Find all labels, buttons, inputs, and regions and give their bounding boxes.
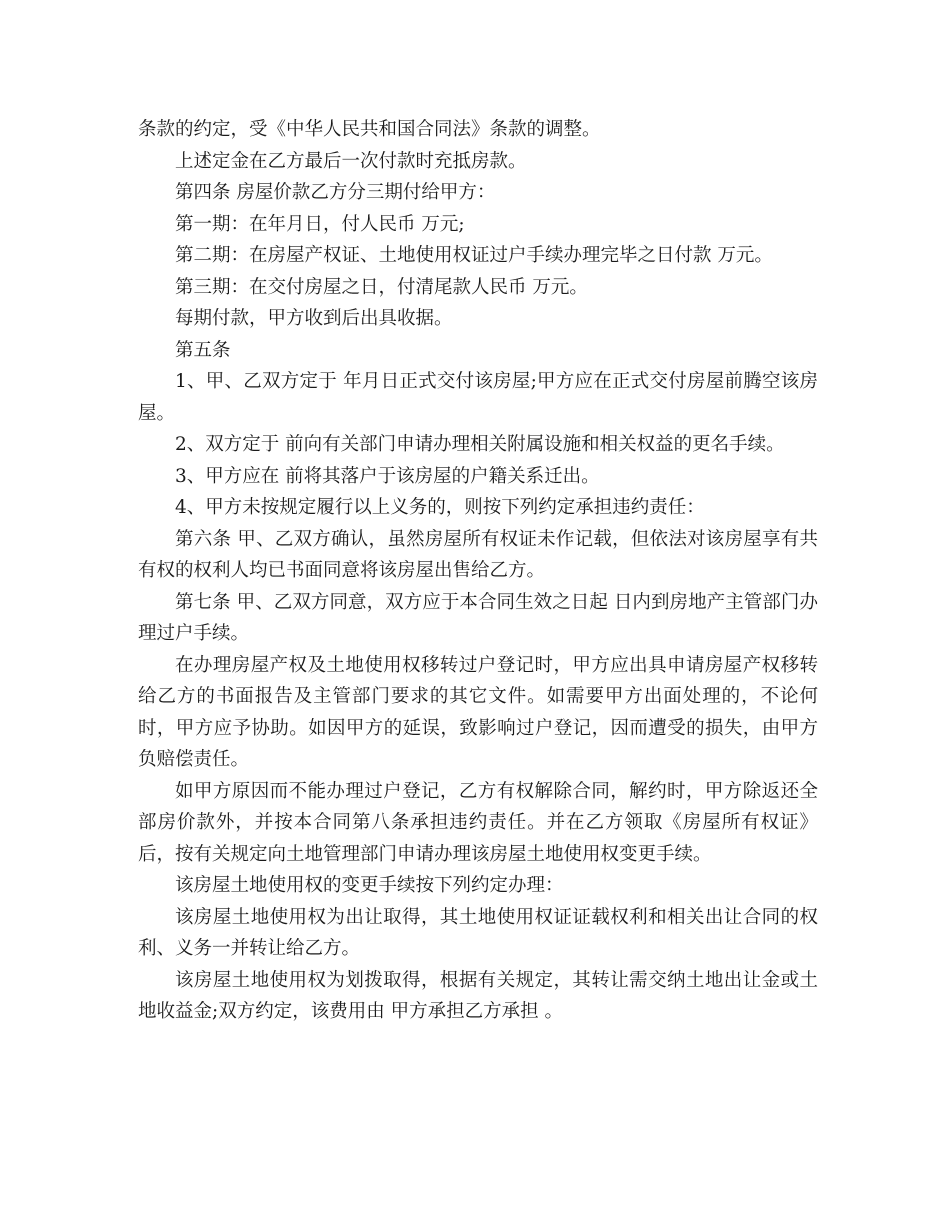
payment-phase-3: 第三期：在交付房屋之日，付清尾款人民币 万元。 xyxy=(175,276,588,298)
article-5-item-3: 3、甲方应在 前将其落户于该房屋的户籍关系迁出。 xyxy=(175,465,600,487)
article-5-item-1: 1、甲、乙双方定于 年月日正式交付该房屋;甲方应在正式交付房屋前腾空该房屋。 xyxy=(138,371,818,424)
land-use-change-intro: 该房屋土地使用权的变更手续按下列约定办理： xyxy=(175,875,564,896)
contract-termination: 如甲方原因而不能办理过户登记，乙方有权解除合同，解约时，甲方除返还全部房价款外，并按本合同第八条承担违约责任。并在乙方领取《房屋所有权证》后，按有关规定向土地管理部门申请办理该房屋土地使用权变更手续。 xyxy=(138,780,818,865)
contract-body xyxy=(138,114,818,1028)
article-7: 第七条 甲、乙双方同意，双方应于本合同生效之日起 日内到房地产主管部门办理过户手续。 xyxy=(138,591,818,644)
article-5-item-2: 2、双方定于 前向有关部门申请办理相关附属设施和相关权益的更名手续。 xyxy=(175,434,785,455)
payment-phase-2: 第二期：在房屋产权证、土地使用权证过户手续办理完毕之日付款 万元。 xyxy=(175,245,773,266)
article-6: 第六条 甲、乙双方确认，虽然房屋所有权证未作记载，但依法对该房屋享有共有权的权利人均已书面同意将该房屋出售给乙方。 xyxy=(138,528,818,581)
payment-receipt: 每期付款，甲方收到后出具收据。 xyxy=(175,308,453,329)
article-4-heading: 第四条 房屋价款乙方分三期付给甲方： xyxy=(175,182,496,203)
paragraph-deposit: 上述定金在乙方最后一次付款时充抵房款。 xyxy=(175,150,527,172)
article-5-heading: 第五条 xyxy=(175,339,231,361)
payment-phase-1: 第一期：在年月日，付人民币 万元; xyxy=(175,213,465,235)
transfer-registration: 在办理房屋产权及土地使用权移转过户登记时，甲方应出具申请房屋产权移转给乙方的书面报告及主管部门要求的其它文件。如需要甲方出面处理的，不论何时，甲方应予协助。如因甲方的延误，致影响过户登记，因而遭受的损失，由甲方负赔偿责任。 xyxy=(138,654,818,770)
paragraph-continuation: 条款的约定，受《中华人民共和国合同法》条款的调整。 xyxy=(138,119,601,140)
land-use-allocation: 该房屋土地使用权为划拨取得，根据有关规定，其转让需交纳土地出让金或土地收益金;双方约定，该费用由 甲方承担乙方承担 。 xyxy=(138,969,818,1022)
article-5-item-4: 4、甲方未按规定履行以上义务的，则按下列约定承担违约责任： xyxy=(175,497,705,518)
land-use-transfer: 该房屋土地使用权为出让取得，其土地使用权证证载权利和相关出让合同的权利、义务一并转让给乙方。 xyxy=(138,906,818,959)
